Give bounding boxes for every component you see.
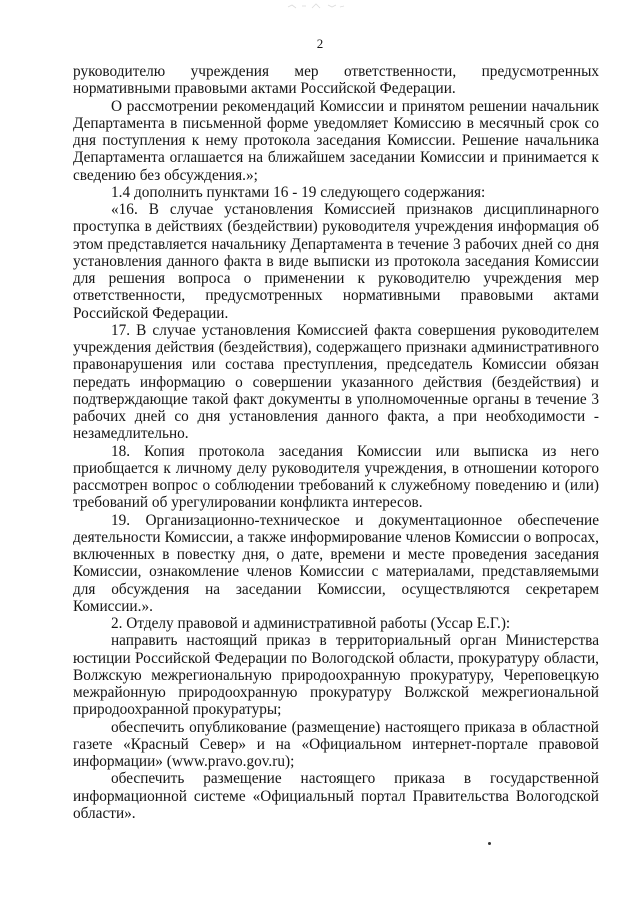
scan-speck bbox=[488, 842, 491, 845]
paragraph-send-order: направить настоящий приказ в территориальный орган Министерства юстиции Российской Федерации по Вологодской области, прокуратуру области, Волжскую межрегиональную природоохранную прокуратуру, Череповецкую межрайонную природоохранную прокуратуру Волжской межрегиональной природоохранной прокуратуры; bbox=[73, 632, 599, 719]
paragraph-item-18: 18. Копия протокола заседания Комиссии или выписка из него приобщается к личному делу руководителя учреждения, в отношении которого рассмотрен вопрос о соблюдении требований к служебному поведению и (или) требований об урегулировании конфликта интересов. bbox=[73, 442, 599, 512]
paragraph-item-16: «16. В случае установления Комиссией признаков дисциплинарного проступка в действиях (бездействии) руководителя учреждения информация об этом представляется начальнику Департамента в течение 3 рабочих дней со дня установления данного факта в виде выписки из протокола заседания Комиссии для решения вопроса о применении к руководителю учреждения мер ответственности, предусмотренных нормативными правовыми актами Российской Федерации. bbox=[73, 201, 599, 322]
paragraph-publish-order: обеспечить опубликование (размещение) настоящего приказа в областной газете «Красный Север» и на «Официальном интернет-портале правовой информации» (www.pravo.gov.ru); bbox=[73, 718, 599, 770]
scan-artifact-mark bbox=[286, 2, 346, 10]
paragraph-intro-continuation: руководителю учреждения мер ответственности, предусмотренных нормативными правовыми актами Российской Федерации. bbox=[73, 63, 599, 98]
paragraph-item-19: 19. Организационно-техническое и документационное обеспечение деятельности Комиссии, а также информирование членов Комиссии о вопросах, включенных в повестку дня, о дате, времени и месте проведения заседания Комиссии, ознакомление членов Комиссии с материалами, представляемыми для обсуждения на заседании Комиссии, осуществляются секретарем Комиссии.». bbox=[73, 511, 599, 615]
paragraph-place-order: обеспечить размещение настоящего приказа в государственной информационной системе «Официальный портал Правительства Вологодской области». bbox=[73, 770, 599, 822]
paragraph-section-2: 2. Отделу правовой и административной работы (Уссар Е.Г.): bbox=[111, 615, 511, 632]
paragraph-amendment-1-4: 1.4 дополнить пунктами 16 - 19 следующего содержания: bbox=[111, 183, 486, 201]
paragraph-recommendations-decision: О рассмотрении рекомендаций Комиссии и принятом решении начальник Департамента в письменной форме уведомляет Комиссию в месячный срок со дня поступления к нему протокола заседания Комиссии. Решение начальника Департамента оглашается на ближайшем заседании Комиссии и принимается к сведению без обсуждения.»; bbox=[73, 97, 599, 184]
paragraph-item-17: 17. В случае установления Комиссией факта совершения руководителем учреждения действия (бездействия), содержащего признаки административного правонарушения или состава преступления, председатель Комиссии обязан передать информацию о совершении указанного действия (бездействия) и подтверждающие такой факт документы в уполномоченные органы в течение 3 рабочих дней со дня установления данного факта, а при необходимости - незамедлительно. bbox=[73, 321, 599, 443]
document-body bbox=[73, 63, 599, 822]
page-number: 2 bbox=[316, 36, 324, 51]
